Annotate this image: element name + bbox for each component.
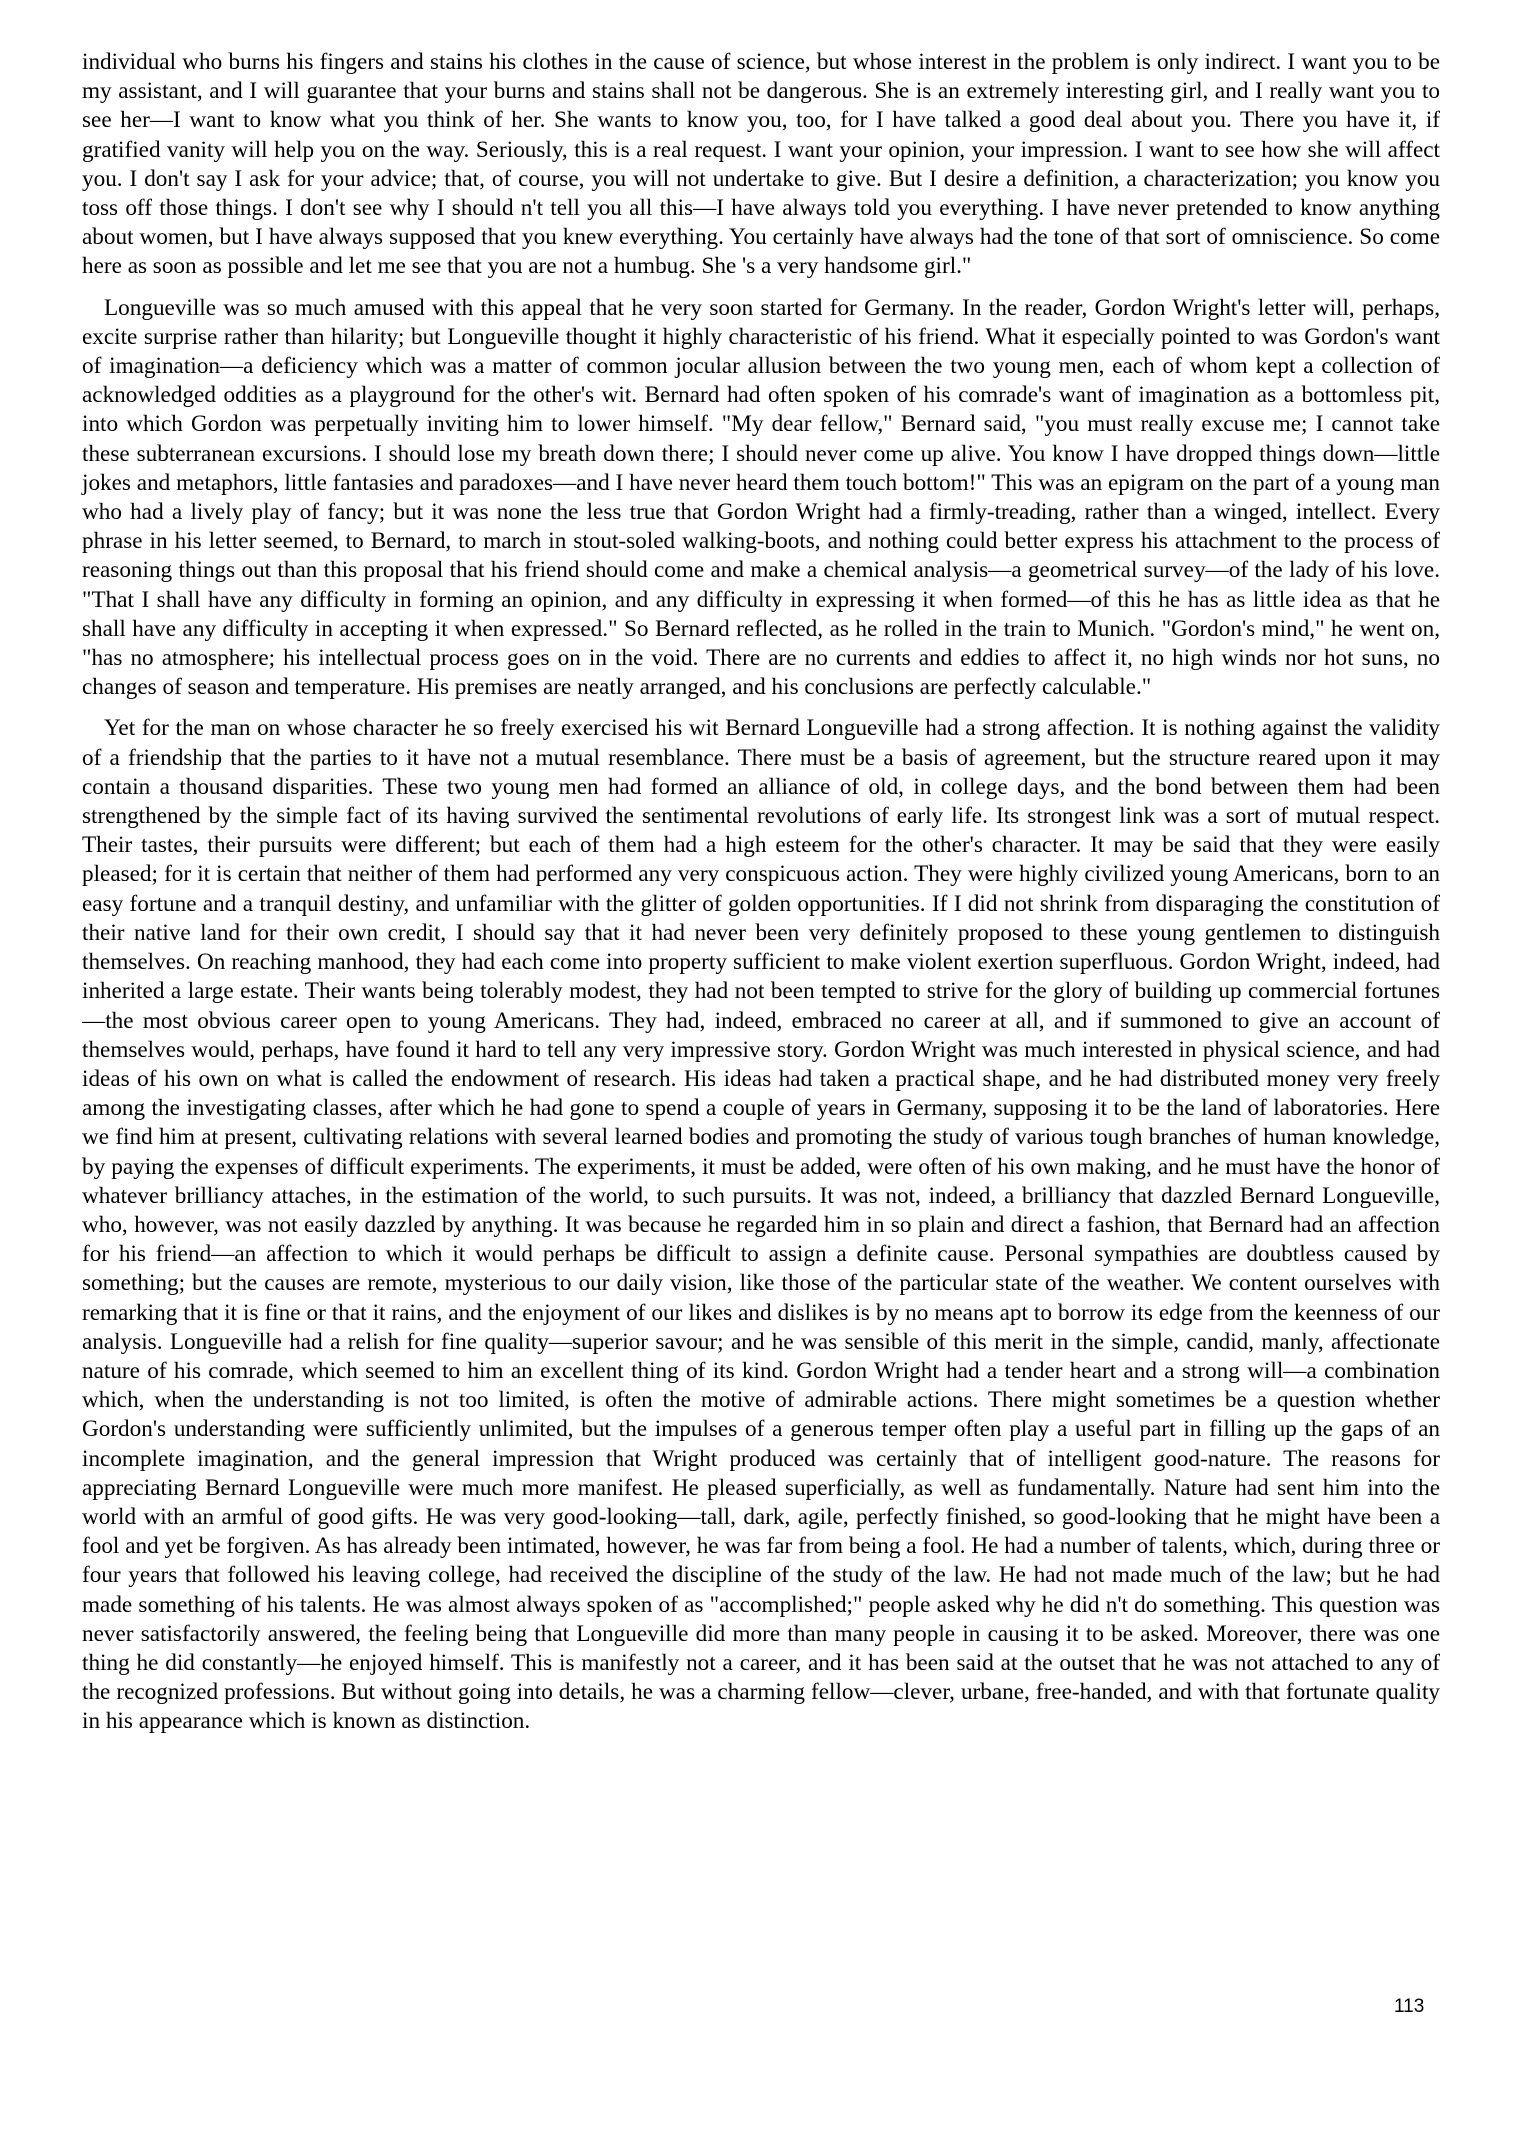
paragraph-strong-affection: Yet for the man on whose character he so freely exercised his wit Bernard Longueville had a strong affection. It is nothing against the validity of a friendship that the parties to it have not a mutual resemblance. There must be a basis of agreement, but the structure reared upon it may contain a thousand disparities. These two young men had formed an alliance of old, in college days, and the bond between them had been strengthened by the simple fact of its having survived the sentimental revolutions of early life. Its strongest link was a sort of mutual respect. Their tastes, their pursuits were different; but each of them had a high esteem for the other's character. It may be said that they were easily pleased; for it is certain that neither of them had performed any very conspicuous action. They were highly civilized young Americans, born to an easy fortune and a tranquil destiny, and unfamiliar with the glitter of golden opportunities. If I did not shrink from disparaging the constitution of their native land for their own credit, I should say that it had never been very definitely proposed to these young gentlemen to distinguish themselves. On reaching manhood, they had each come into property sufficient to make violent exertion superfluous. Gordon Wright, indeed, had inherited a large estate. Their wants being tolerably modest, they had not been tempted to strive for the glory of building up commercial fortunes—the most obvious career open to young Americans. They had, indeed, embraced no career at all, and if summoned to give an account of themselves would, perhaps, have found it hard to tell any very impressive story. Gordon Wright was much interested in physical science, and had ideas of his own on what is called the endowment of research. His ideas had taken a practical shape, and he had distributed money very freely among the investigating classes, after which he had gone to spend a couple of years in Germany, supposing it to be the land of laboratories. Here we find him at present, cultivating relations with several learned bodies and promoting the study of various tough branches of human knowledge, by paying the expenses of difficult experiments. The experiments, it must be added, were often of his own making, and he must have the honor of whatever brilliancy attaches, in the estimation of the world, to such pursuits. It was not, indeed, a brilliancy that dazzled Bernard Longueville, who, however, was not easily dazzled by anything. It was because he regarded him in so plain and direct a fashion, that Bernard had an affection for his friend—an affection to which it would perhaps be difficult to assign a definite cause. Personal sympathies are doubtless caused by something; but the causes are remote, mysterious to our daily vision, like those of the particular state of the weather. We content ourselves with remarking that it is fine or that it rains, and the enjoyment of our likes and dislikes is by no means apt to borrow its edge from the keenness of our analysis. Longueville had a relish for fine quality—superior savour; and he was sensible of this merit in the simple, candid, manly, affectionate nature of his comrade, which seemed to him an excellent thing of its kind. Gordon Wright had a tender heart and a strong will—a combination which, when the understanding is not too limited, is often the motive of admirable actions. There might sometimes be a question whether Gordon's understanding were sufficiently unlimited, but the impulses of a generous temper often play a useful part in filling up the gaps of an incomplete imagination, and the general impression that Wright produced was certainly that of intelligent good-nature. The reasons for appreciating Bernard Longueville were much more manifest. He pleased superficially, as well as fundamentally. Nature had sent him into the world with an armful of good gifts. He was very good-looking—tall, dark, agile, perfectly finished, so good-looking that he might have been a fool and yet be forgiven. As has already been intimated, however, he was far from being a fool. He had a number of talents, which, during three or four years that followed his leaving college, had received the discipline of the study of the law. He had not made much of the law; but he had made something of his talents. He was almost always spoken of as "accomplished;" people asked why he did n't do something. This question was never satisfactorily answered, the feeling being that Longueville did more than many people in causing it to be asked. Moreover, there was one thing he did constantly—he enjoyed himself. This is manifestly not a career, and it has been said at the outset that he was not attached to any of the recognized professions. But without going into details, he was a charming fellow—clever, urbane, free-handed, and with that fortunate quality in his appearance which is known as distinction. — [82, 715, 1440, 1735]
paragraph-longueville-amused: Longueville was so much amused with this appeal that he very soon started for Germany. In the reader, Gordon Wright's letter will, perhaps, excite surprise rather than hilarity; but Longueville thought it highly characteristic of his friend. What it especially pointed to was Gordon's want of imagination—a deficiency which was a matter of common jocular allusion between the two young men, each of whom kept a collection of acknowledged oddities as a playground for the other's wit. Bernard had often spoken of his comrade's want of imagination as a bottomless pit, into which Gordon was perpetually inviting him to lower himself. "My dear fellow," Bernard said, "you must really excuse me; I cannot take these subterranean excursions. I should lose my breath down there; I should never come up alive. You know I have dropped things down—little jokes and metaphors, little fantasies and paradoxes—and I have never heard them touch bottom!" This was an epigram on the part of a young man who had a lively play of fancy; but it was none the less true that Gordon Wright had a firmly-treading, rather than a winged, intellect. Every phrase in his letter seemed, to Bernard, to march in stout-soled walking-boots, and nothing could better express his attachment to the process of reasoning things out than this proposal that his friend should come and make a chemical analysis—a geometrical survey—of the lady of his love. "That I shall have any difficulty in forming an opinion, and any difficulty in expressing it when formed—of this he has as little idea as that he shall have any difficulty in accepting it when expressed." So Bernard reflected, as he rolled in the train to Munich. "Gordon's mind," he went on, "has no atmosphere; his intellectual process goes on in the void. There are no currents and eddies to affect it, no high winds nor hot suns, no changes of season and temperature. His premises are neatly arranged, and his conclusions are perfectly calculable." — [82, 294, 1440, 701]
page-body — [82, 48, 1440, 1749]
page-number: 113 — [1394, 1996, 1425, 2017]
paragraph-continuation: individual who burns his fingers and stains his clothes in the cause of science, but whose interest in the problem is only indirect. I want you to be my assistant, and I will guarantee that your burns and stains shall not be dangerous. She is an extremely interesting girl, and I really want you to see her—I want to know what you think of her. She wants to know you, too, for I have talked a good deal about you. There you have it, if gratified vanity will help you on the way. Seriously, this is a real request. I want your opinion, your impression. I want to see how she will affect you. I don't say I ask for your advice; that, of course, you will not undertake to give. But I desire a definition, a characterization; you know you toss off those things. I don't see why I should n't tell you all this—I have always told you everything. I have never pretended to know anything about women, but I have always supposed that you knew everything. You certainly have always had the tone of that sort of omniscience. So come here as soon as possible and let me see that you are not a humbug. She 's a very handsome girl." — [82, 49, 1440, 280]
